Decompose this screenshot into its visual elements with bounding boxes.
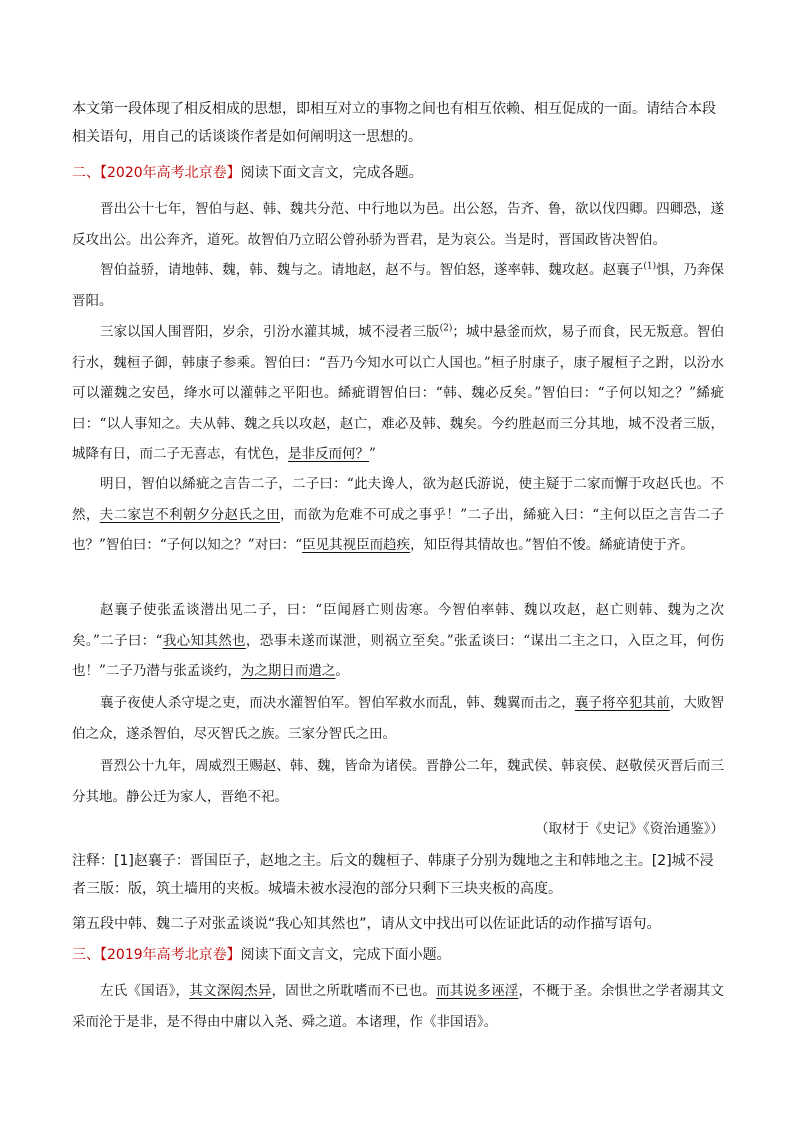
section2-paragraph-4 (72, 469, 724, 561)
section2-paragraph-2 (72, 255, 724, 316)
section2-paragraph-6 (72, 688, 724, 749)
underlined-sentence-1: 是非反而何？ (288, 446, 369, 462)
p3-text-b: ；城中悬釜而炊，易子而食，民无叛意。智伯行水，魏桓子御，韩康子参乘。智伯曰：“吾乃今知水可以亡人国也。”桓子肘康子，康子履桓子之跗，以汾水可以灌魏之安邑，绛水可以灌韩之平阳也。絺疵谓智伯曰：“韩、魏必反矣。”智伯曰：“子何以知之？”絺疵曰：“以人事知之。夫从韩、魏之兵以攻赵，赵亡，难必及韩、魏矣。今约胜赵而三分其地，城不没者三版，城降有日，而二子无喜志，有忧色， (72, 324, 725, 462)
p4-text-c: ，知臣得其情故也。”智伯不悛。絺疵请使于齐。 (410, 537, 694, 553)
p5-text-b: ，恐事未遂而谋泄，则祸立至矣。”张孟谈曰：“谋出二主之口，入臣之耳，何伤也！”二子乃潜与张孟谈约， (72, 632, 724, 679)
notes-line2: 者三版：版，筑土墙用的夹板。城墙未被水浸泡的部分只剩下三块夹板的高度。 (72, 881, 562, 897)
p4-text-a: 明日，智伯以絺疵之言告二子，二子曰：“此夫谗人，欲为赵氏游说，使主疑于二家而懈于攻赵氏也。不然， (72, 476, 724, 523)
underlined-sentence-4: 我心知其然也 (162, 632, 246, 649)
section2-tag: 【2020年高考北京卷】 (100, 165, 241, 181)
section2-paragraph-3 (72, 317, 724, 470)
p2-text-a: 智伯益骄，请地韩、魏，韩、魏与之。请地赵，赵不与。智伯怒，遂率韩、魏攻赵。赵襄子 (100, 262, 644, 278)
p3-text-c: ” (369, 446, 376, 462)
section2-paragraph-5 (72, 595, 724, 687)
footnote-marker-2: (2) (439, 323, 453, 334)
section3-number: 三、 (72, 947, 100, 963)
source-citation: （取材于《史记》《资治通鉴》） (535, 821, 724, 837)
p5-text-a: 赵襄子使张孟谈潜出见二子，曰：“臣闻唇亡则齿寒。今智伯率韩、魏以攻赵，赵亡则韩、魏为之次矣。”二子曰：“ (72, 602, 724, 649)
p2-text-b: 惧，乃奔保晋阳。 (72, 262, 725, 309)
section3-heading (72, 941, 724, 969)
p6-text-b: ，大败智伯之众，遂杀智伯，尽灭智氏之族。三家分智氏之田。 (72, 695, 725, 742)
underlined-sentence-2: 夫二家岂不利朝夕分赵氏之田 (99, 506, 280, 523)
p5-text-c: 。 (335, 663, 349, 679)
section2-question: 第五段中韩、魏二子对张孟谈说“我心知其然也”，请从文中找出可以佐证此话的动作描写语句。 (72, 916, 661, 932)
p3-text-a: 三家以国人围晋阳，岁余，引汾水灌其城，城不浸者三版 (100, 324, 440, 340)
section2-paragraph-1: 晋出公十七年，智伯与赵、韩、魏共分范、中行地以为邑。出公怒，告齐、鲁，欲以伐四卿。四卿恐，遂反攻出公。出公奔齐，道死。故智伯乃立昭公曾孙骄为晋君，是为哀公。当是时，晋国政皆决智伯。 (72, 201, 724, 248)
underlined-sentence-8: 而其说多诬淫 (436, 983, 519, 999)
underlined-sentence-3: 臣见其视臣而趋疾 (302, 537, 411, 553)
intro-question (72, 95, 724, 151)
underlined-sentence-6: 襄子将卒犯其前 (574, 695, 670, 711)
intro-question-line2: 相关语句，用自己的话谈谈作者是如何阐明这一思想的。 (72, 129, 422, 145)
section2-instruction: 阅读下面文言文，完成各题。 (240, 165, 423, 181)
footnote-marker-1: (1) (643, 261, 657, 272)
p4-text-b: ，而欲为危难不可成之事乎！”二子出，絺疵入曰：“主何以臣之言告二子也？”智伯曰：“子何以知之？”对曰：“ (72, 506, 725, 553)
section2-number: 二、 (72, 165, 100, 181)
intro-question-line1: 本文第一段体现了相反相成的思想，即相互对立的事物之间也有相互依赖、相互促成的一面。请结合本段 (72, 101, 716, 117)
underlined-sentence-7: 其文深闳杰异 (189, 983, 272, 999)
section2-heading (72, 159, 724, 187)
section3-paragraph-1 (72, 976, 724, 1037)
underlined-sentence-5: 为之期日而遣之 (240, 663, 336, 679)
annotation-notes (72, 847, 724, 903)
s3p1-text-a: 左氏《国语》， (100, 983, 190, 999)
s3p1-text-b: ，固世之所耽嗜而不已也。 (271, 983, 437, 999)
p6-text-a: 襄子夜使人杀守堤之吏，而决水灌智伯军。智伯军救水而乱，韩、魏翼而击之， (100, 695, 575, 711)
section3-instruction: 阅读下面文言文，完成下面小题。 (240, 947, 451, 963)
section3-tag: 【2019年高考北京卷】 (100, 947, 241, 963)
s3p1-text-c: ，不概于圣。余惧世之学者溺其文采而沦于是非，是不得由中庸以入尧、舜之道。本诸理，作《非国语》。 (72, 983, 725, 1030)
notes-line1: 注释：[1]赵襄子：晋国臣子，赵地之主。后文的魏桓子、韩康子分别为魏地之主和韩地之主。[2]城不浸 (72, 853, 714, 869)
section2-paragraph-7: 晋烈公十九年，周威烈王赐赵、韩、魏，皆命为诸侯。晋静公二年，魏武侯、韩哀侯、赵敬侯灭晋后而三分其地。静公迁为家人，晋绝不祀。 (72, 758, 724, 805)
